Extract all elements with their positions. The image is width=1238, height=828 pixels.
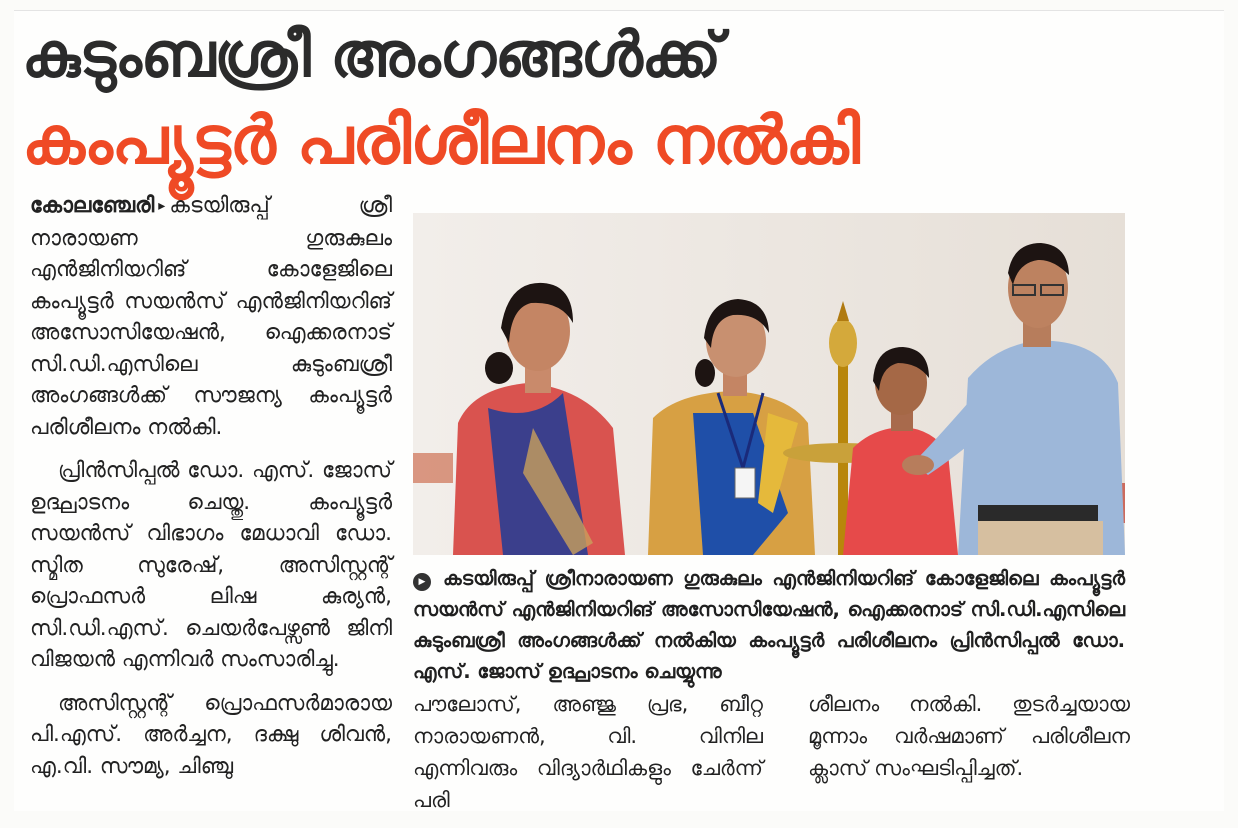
article-column-left — [30, 190, 392, 794]
article-column-middle — [413, 688, 763, 828]
article-paragraph-3-continued: പൗലോസ്, അഞ്ജു പ്രഭ, ബീറ്റ നാരായണൻ, വി. വിനില എന്നിവരും വിദ്യാർഥികളും ചേർന്ന് പരി — [413, 692, 763, 812]
article-paragraph-3: അസിസ്റ്റന്റ് പ്രൊഫസർമാരായ പി.എസ്. അർച്ചന, ദക്ഷു ശിവൻ, എ.വി. സൗമ്യ, ചിഞ്ചു — [30, 690, 392, 779]
headline-line-1: കുടുംബശ്രീ അംഗങ്ങൾക്ക് — [22, 18, 721, 91]
headline-line-2: കംപ്യൂട്ടർ പരിശീലനം നൽകി — [22, 102, 860, 179]
news-photo — [413, 213, 1125, 555]
photo-caption — [413, 563, 1125, 687]
article-paragraph-1 — [30, 190, 392, 443]
photo-caption-text: കടയിരുപ്പ് ശ്രീനാരായണ ഗുരുകുലം എൻജിനിയറിങ് കോളേജിലെ കംപ്യൂട്ടർ സയൻസ് എൻജിനിയറിങ് അസോസിയേഷൻ, ഐക്കരനാട് സി.ഡി.എസിലെ കുടുംബശ്രീ അംഗങ്ങൾക്ക് നൽകിയ കംപ്യൂട്ടർ പരിശീലനം പ്രിൻസിപ്പൽ ഡോ. എസ്. ജോസ് ഉദ്ഘാടനം ചെയ്യുന്നു — [413, 567, 1125, 683]
paragraph-1-text: കടയിരുപ്പ് ശ്രീ നാരായണ ഗുരുകുലം എൻജിനിയറിങ് കോളേജിലെ കംപ്യൂട്ടർ സയൻസ് എൻജിനിയറിങ് അസോസിയേഷൻ, ഐക്കരനാട് സി.ഡി.എസിലെ കുടുംബശ്രീ അംഗങ്ങൾക്ക് സൗജന്യ കംപ്യൂട്ടർ പരിശീലനം നൽകി. — [30, 193, 392, 440]
article-column-right — [808, 688, 1130, 796]
caption-play-icon: ▶ — [413, 573, 431, 591]
article-paragraph-3-end: ശീലനം നൽകി. തുടർച്ചയായ മൂന്നാം വർഷമാണ് പരിശീലന ക്ലാസ് സംഘടിപ്പിച്ചത്. — [808, 692, 1130, 780]
dateline-triangle-icon: ▸ — [158, 198, 166, 214]
article-paragraph-2: പ്രിൻസിപ്പൽ ഡോ. എസ്. ജോസ് ഉദ്ഘാടനം ചെയ്തു. കംപ്യൂട്ടർ സയൻസ് വിഭാഗം മേധാവി ഡോ. സ്മിത സുരേഷ്, അസിസ്റ്റന്റ് പ്രൊഫസർ ലിഷ കുര്യൻ, സി.ഡി.എസ്. ചെയർപേഴ്സൺ ജിനി വിജയൻ എന്നിവർ സംസാരിച്ചു. — [30, 458, 392, 672]
photo-illustration — [413, 213, 1125, 555]
dateline: കോലഞ്ചേരി — [30, 193, 155, 218]
